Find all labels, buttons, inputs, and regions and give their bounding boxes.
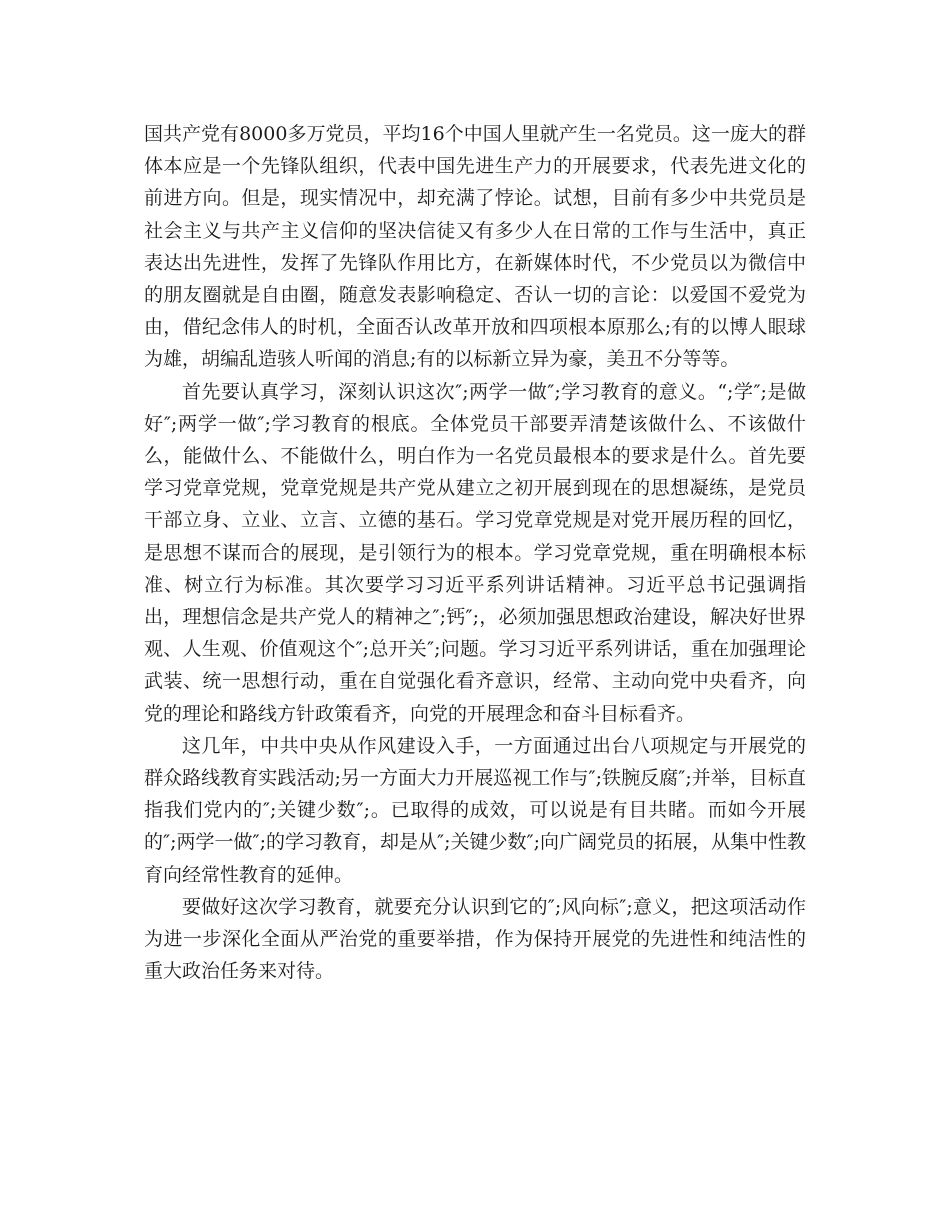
paragraph-4: 要做好这次学习教育，就要充分认识到它的″;风向标″;意义，把这项活动作为进一步深化全面从严治党的重要举措，作为保持开展党的先进性和纯洁性的重大政治任务来对待。 — [144, 895, 806, 983]
paragraph-3: 这几年，中共中央从作风建设入手，一方面通过出台八项规定与开展党的群众路线教育实践活动;另一方面大力开展巡视工作与″;铁腕反腐″;并举，目标直指我们党内的″;关键少数″;。已取得的成效，可以说是有目共睹。而如今开展的″;两学一做″;的学习教育，却是从″;关键少数″;向广阔党员的拓展，从集中性教育向经常性教育的延伸。 — [144, 734, 806, 886]
paragraph-2: 首先要认真学习，深刻认识这次″;两学一做″;学习教育的意义。“;学″;是做好″;两学一做″;学习教育的根底。全体党员干部要弄清楚该做什么、不该做什么，能做什么、不能做什么，明白作为一名党员最根本的要求是什么。首先要学习党章党规，党章党规是共产党从建立之初开展到现在的思想凝练，是党员干部立身、立业、立言、立德的基石。学习党章党规是对党开展历程的回忆，是思想不谋而合的展现，是引领行为的根本。学习党章党规，重在明确根本标准、树立行为标准。其次要学习习近平系列讲话精神。习近平总书记强调指出，理想信念是共产党人的精神之″;钙″;，必须加强思想政治建设，解决好世界观、人生观、价值观这个″;总开关″;问题。学习习近平系列讲话，重在加强理论武装、统一思想行动，重在自觉强化看齐意识，经常、主动向党中央看齐，向党的理论和路线方针政策看齐，向党的开展理念和奋斗目标看齐。 — [144, 380, 806, 725]
paragraph-1: 国共产党有8000多万党员，平均16个中国人里就产生一名党员。这一庞大的群体本应是一个先锋队组织，代表中国先进生产力的开展要求，代表先进文化的前进方向。但是，现实情况中，却充满了悖论。试想，目前有多少中共党员是社会主义与共产主义信仰的坚决信徒又有多少人在日常的工作与生活中，真正表达出先进性，发挥了先锋队作用比方，在新媒体时代，不少党员以为微信中的朋友圈就是自由圈，随意发表影响稳定、否认一切的言论：以爱国不爱党为由，借纪念伟人的时机，全面否认改革开放和四项根本原那么;有的以博人眼球为雄，胡编乱造骇人听闻的消息;有的以标新立异为豪，美丑不分等等。 — [144, 123, 806, 371]
document-body — [144, 118, 806, 987]
